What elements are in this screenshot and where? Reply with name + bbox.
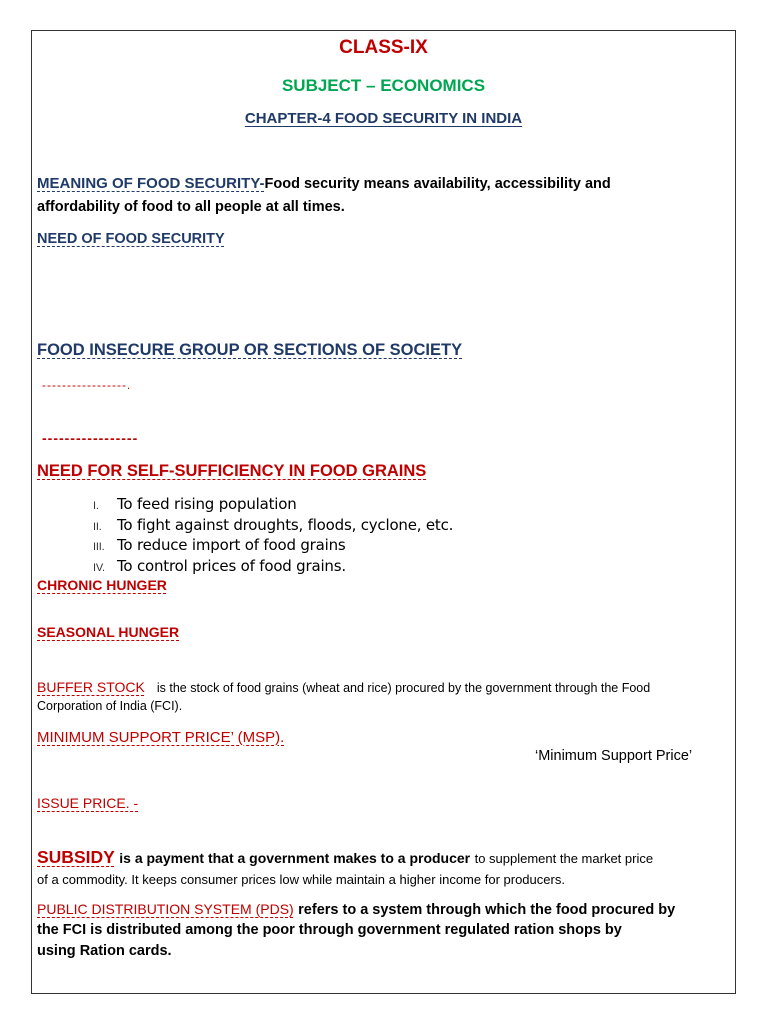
subsidy-line1 [37,847,653,868]
subsidy-text-2: of a commodity. It keeps consumer prices low while maintain a higher income for producers. [37,872,565,887]
meaning-heading: MEANING OF FOOD SECURITY- [37,175,265,192]
subsidy-text-1b: to supplement the market price [474,851,654,866]
self-sufficiency-heading: NEED FOR SELF-SUFFICIENCY IN FOOD GRAINS [37,462,427,480]
buffer-stock-heading: BUFFER STOCK [37,679,145,695]
self-sufficiency-list [93,495,453,577]
need-heading: NEED OF FOOD SECURITY [37,231,225,247]
buffer-text-2: Corporation of India (FCI). [37,699,183,713]
pds-text-2: the FCI is distributed among the poor through government regulated ration shops by [37,922,622,938]
subject-title: SUBJECT – ECONOMICS [281,76,486,95]
pds-text-3: using Ration cards. [37,943,172,959]
meaning-text-2: affordability of food to all people at all times. [37,199,345,215]
list-item: III. To reduce import of food grains [93,536,346,554]
meaning-text-1: Food security means availability, accessibility and [264,176,611,192]
chronic-hunger-heading: CHRONIC HUNGER [37,577,167,593]
pds-text-1: refers to a system through which the food procured by [298,902,676,918]
list-item: II. To fight against droughts, floods, cyclone, etc. [93,515,454,534]
pds-heading: PUBLIC DISTRIBUTION SYSTEM (PDS) [37,901,294,917]
msp-heading: MINIMUM SUPPORT PRICE’ (MSP). [37,729,285,746]
buffer-line1 [37,679,650,697]
seasonal-hunger-heading: SEASONAL HUNGER [37,624,180,640]
insecure-blank-2: ----------------- [42,430,139,446]
subsidy-heading: SUBSIDY [37,847,115,867]
pds-line1 [37,901,675,919]
chapter-title: CHAPTER-4 FOOD SECURITY IN INDIA [244,110,523,127]
buffer-text-1: is the stock of food grains (wheat and rice) procured by the government through the Food [156,681,651,695]
insecure-heading: FOOD INSECURE GROUP OR SECTIONS OF SOCIETY [37,341,463,359]
list-item: IV. To control prices of food grains. [93,556,346,575]
issue-price-heading: ISSUE PRICE. - [37,795,139,811]
subsidy-text-1a: is a payment that a government makes to a producer [119,850,471,866]
msp-note: ‘Minimum Support Price’ [535,748,693,764]
insecure-blank-1: -----------------. [42,378,132,392]
class-title: CLASS-IX [339,37,428,58]
list-item: I. To feed rising population [93,495,297,513]
meaning-line1 [37,175,611,192]
